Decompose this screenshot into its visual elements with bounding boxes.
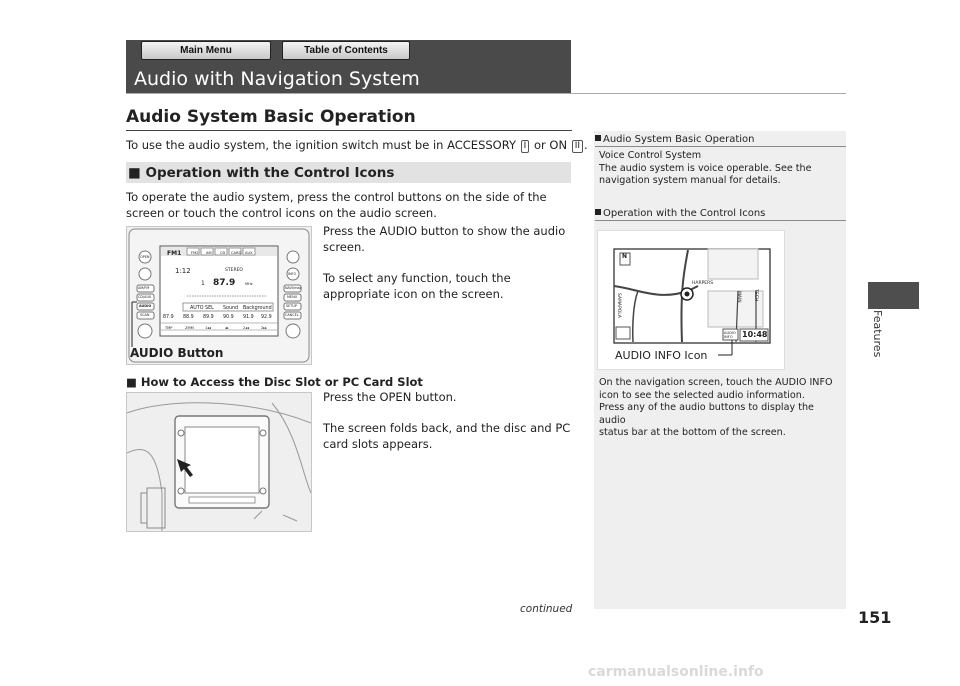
disc-heading-text: How to Access the Disc Slot or PC Card Slot [140, 375, 423, 389]
page-title: Audio System Basic Operation [126, 107, 416, 127]
disc-heading-marker: ■ [126, 375, 137, 389]
sidebar-note-1-title [595, 133, 755, 146]
audio-info-icon: AUDIO INFO [724, 331, 736, 339]
note-1-line-1: Voice Control System [599, 150, 702, 161]
page-number: 151 [858, 608, 892, 627]
navigation-screen-figure [597, 230, 785, 370]
note-2-line-1: On the navigation screen, touch the AUDIO INFO [599, 377, 833, 388]
title-rule [126, 130, 572, 131]
section-paragraph: To operate the audio system, press the control buttons on the side of the screen or touch the control icons on the audio screen. [126, 190, 547, 220]
disc-heading [126, 375, 423, 389]
note-1-title-text: Audio System Basic Operation [603, 134, 755, 145]
nav-clock: 10:48 [742, 330, 768, 339]
band-button-card: CARD [231, 251, 242, 255]
disc-slot-figure [126, 392, 312, 532]
note-2-line-4: status bar at the bottom of the screen. [599, 427, 786, 438]
sidebar-note-2-title [595, 207, 765, 220]
intro-text-2: or ON [533, 138, 568, 152]
banner-title: Audio with Navigation System [134, 68, 420, 90]
sidebar-rule-2 [595, 220, 846, 221]
info-button: INFO [288, 272, 297, 276]
intro-text-1: To use the audio system, the ignition switch must be in ACCESSORY [126, 138, 517, 152]
tune-button-2: ZMM [185, 326, 194, 330]
tune-button-6: 2▸▸ [261, 326, 267, 330]
note-1-line-2: The audio system is voice operable. See the [599, 162, 812, 174]
header-divider [126, 93, 846, 94]
audio-unit-figure [126, 226, 312, 365]
menu-button: MENU [287, 295, 298, 299]
intro-text-3: . [584, 138, 588, 152]
cd-aux-button: CD/AUX [138, 295, 152, 299]
frequency-unit: MHz [245, 282, 253, 286]
tune-button-3: 1◂◂ [205, 326, 211, 330]
tune-button-5: 2◂◂ [243, 326, 249, 330]
band-label: FM1 [167, 250, 182, 257]
preset-4: 90.9 [223, 315, 234, 320]
section-heading [128, 164, 394, 182]
tune-button-1: TMP [165, 326, 173, 330]
north-indicator: N [622, 253, 628, 260]
street-label-harpers: HARPERS [692, 281, 714, 286]
heading-marker: ■ [128, 165, 141, 181]
preset-2: 88.9 [183, 315, 194, 320]
preset-number: 1 [201, 280, 205, 287]
audio-step-1: Press the AUDIO button to show the audio screen. [323, 224, 566, 254]
am-fm-button: AM/FM [138, 286, 150, 290]
watermark: carmanualsonline.info [588, 664, 764, 680]
accessory-key: I [521, 140, 530, 153]
disc-step-1: Press the OPEN button. [323, 390, 457, 404]
on-key: II [572, 140, 583, 153]
chapter-tab [868, 282, 919, 309]
preset-6: 92.9 [261, 315, 272, 320]
open-button: OPEN [140, 255, 150, 259]
note-2-line-2: icon to see the selected audio information. [599, 389, 805, 401]
preset-5: 91.9 [243, 315, 254, 320]
street-label-tech: TECH [753, 289, 758, 302]
radio-clock: 1:12 [175, 267, 191, 275]
intro-paragraph [126, 138, 586, 154]
street-label-main: MAIN [736, 291, 741, 303]
disc-step-2: The screen folds back, and the disc and PC card slots appears. [323, 421, 571, 451]
dashboard-illustration [127, 393, 311, 531]
sidebar-note-2-body [599, 377, 843, 440]
audio-button-caption: AUDIO Button [130, 346, 224, 360]
audio-button: AUDIO [139, 304, 152, 308]
cancel-button: CANCEL [285, 313, 299, 317]
sound-button: Sound [223, 306, 239, 311]
table-of-contents-button[interactable]: Table of Contents [282, 41, 410, 60]
sidebar-note-1-body [599, 150, 843, 188]
band-button-fm2: FM2 [191, 251, 199, 255]
setup-button: SETUP [286, 304, 297, 308]
preset-3: 89.9 [203, 315, 214, 320]
audio-unit-illustration [127, 227, 311, 364]
auto-sel-button: AUTO SEL [190, 306, 214, 311]
note-1-line-3: navigation system manual for details. [599, 175, 781, 186]
band-button-aux: AUX [245, 251, 253, 255]
scan-button: SCAN [140, 313, 150, 317]
note-2-title-text: Operation with the Control Icons [603, 208, 766, 219]
note-2-line-3: Press any of the audio buttons to display the audio [599, 402, 814, 426]
audio-step-2: To select any function, touch the appropriate icon on the screen. [323, 271, 511, 301]
audio-info-callout: AUDIO INFO Icon [615, 349, 708, 362]
stereo-indicator: STEREO [225, 268, 243, 273]
sidebar-rule-1 [595, 146, 846, 147]
main-menu-button[interactable]: Main Menu [141, 41, 271, 60]
radio-frequency: 87.9 [213, 278, 236, 288]
navi-map-button: NAVI/map [285, 286, 302, 290]
band-button-am: AM [206, 251, 212, 255]
band-button-cd: CD [220, 251, 226, 255]
tune-button-4: ◂▸ [225, 326, 229, 330]
street-label-side: SAMAPOLA [616, 293, 621, 318]
heading-text: Operation with the Control Icons [145, 165, 395, 181]
note-bullet-icon [595, 135, 601, 141]
chapter-label: Features [871, 310, 884, 358]
note-bullet-icon [595, 209, 601, 215]
background-button: Background [243, 306, 272, 311]
preset-1: 87.9 [163, 315, 174, 320]
continued-label: continued [520, 603, 573, 615]
